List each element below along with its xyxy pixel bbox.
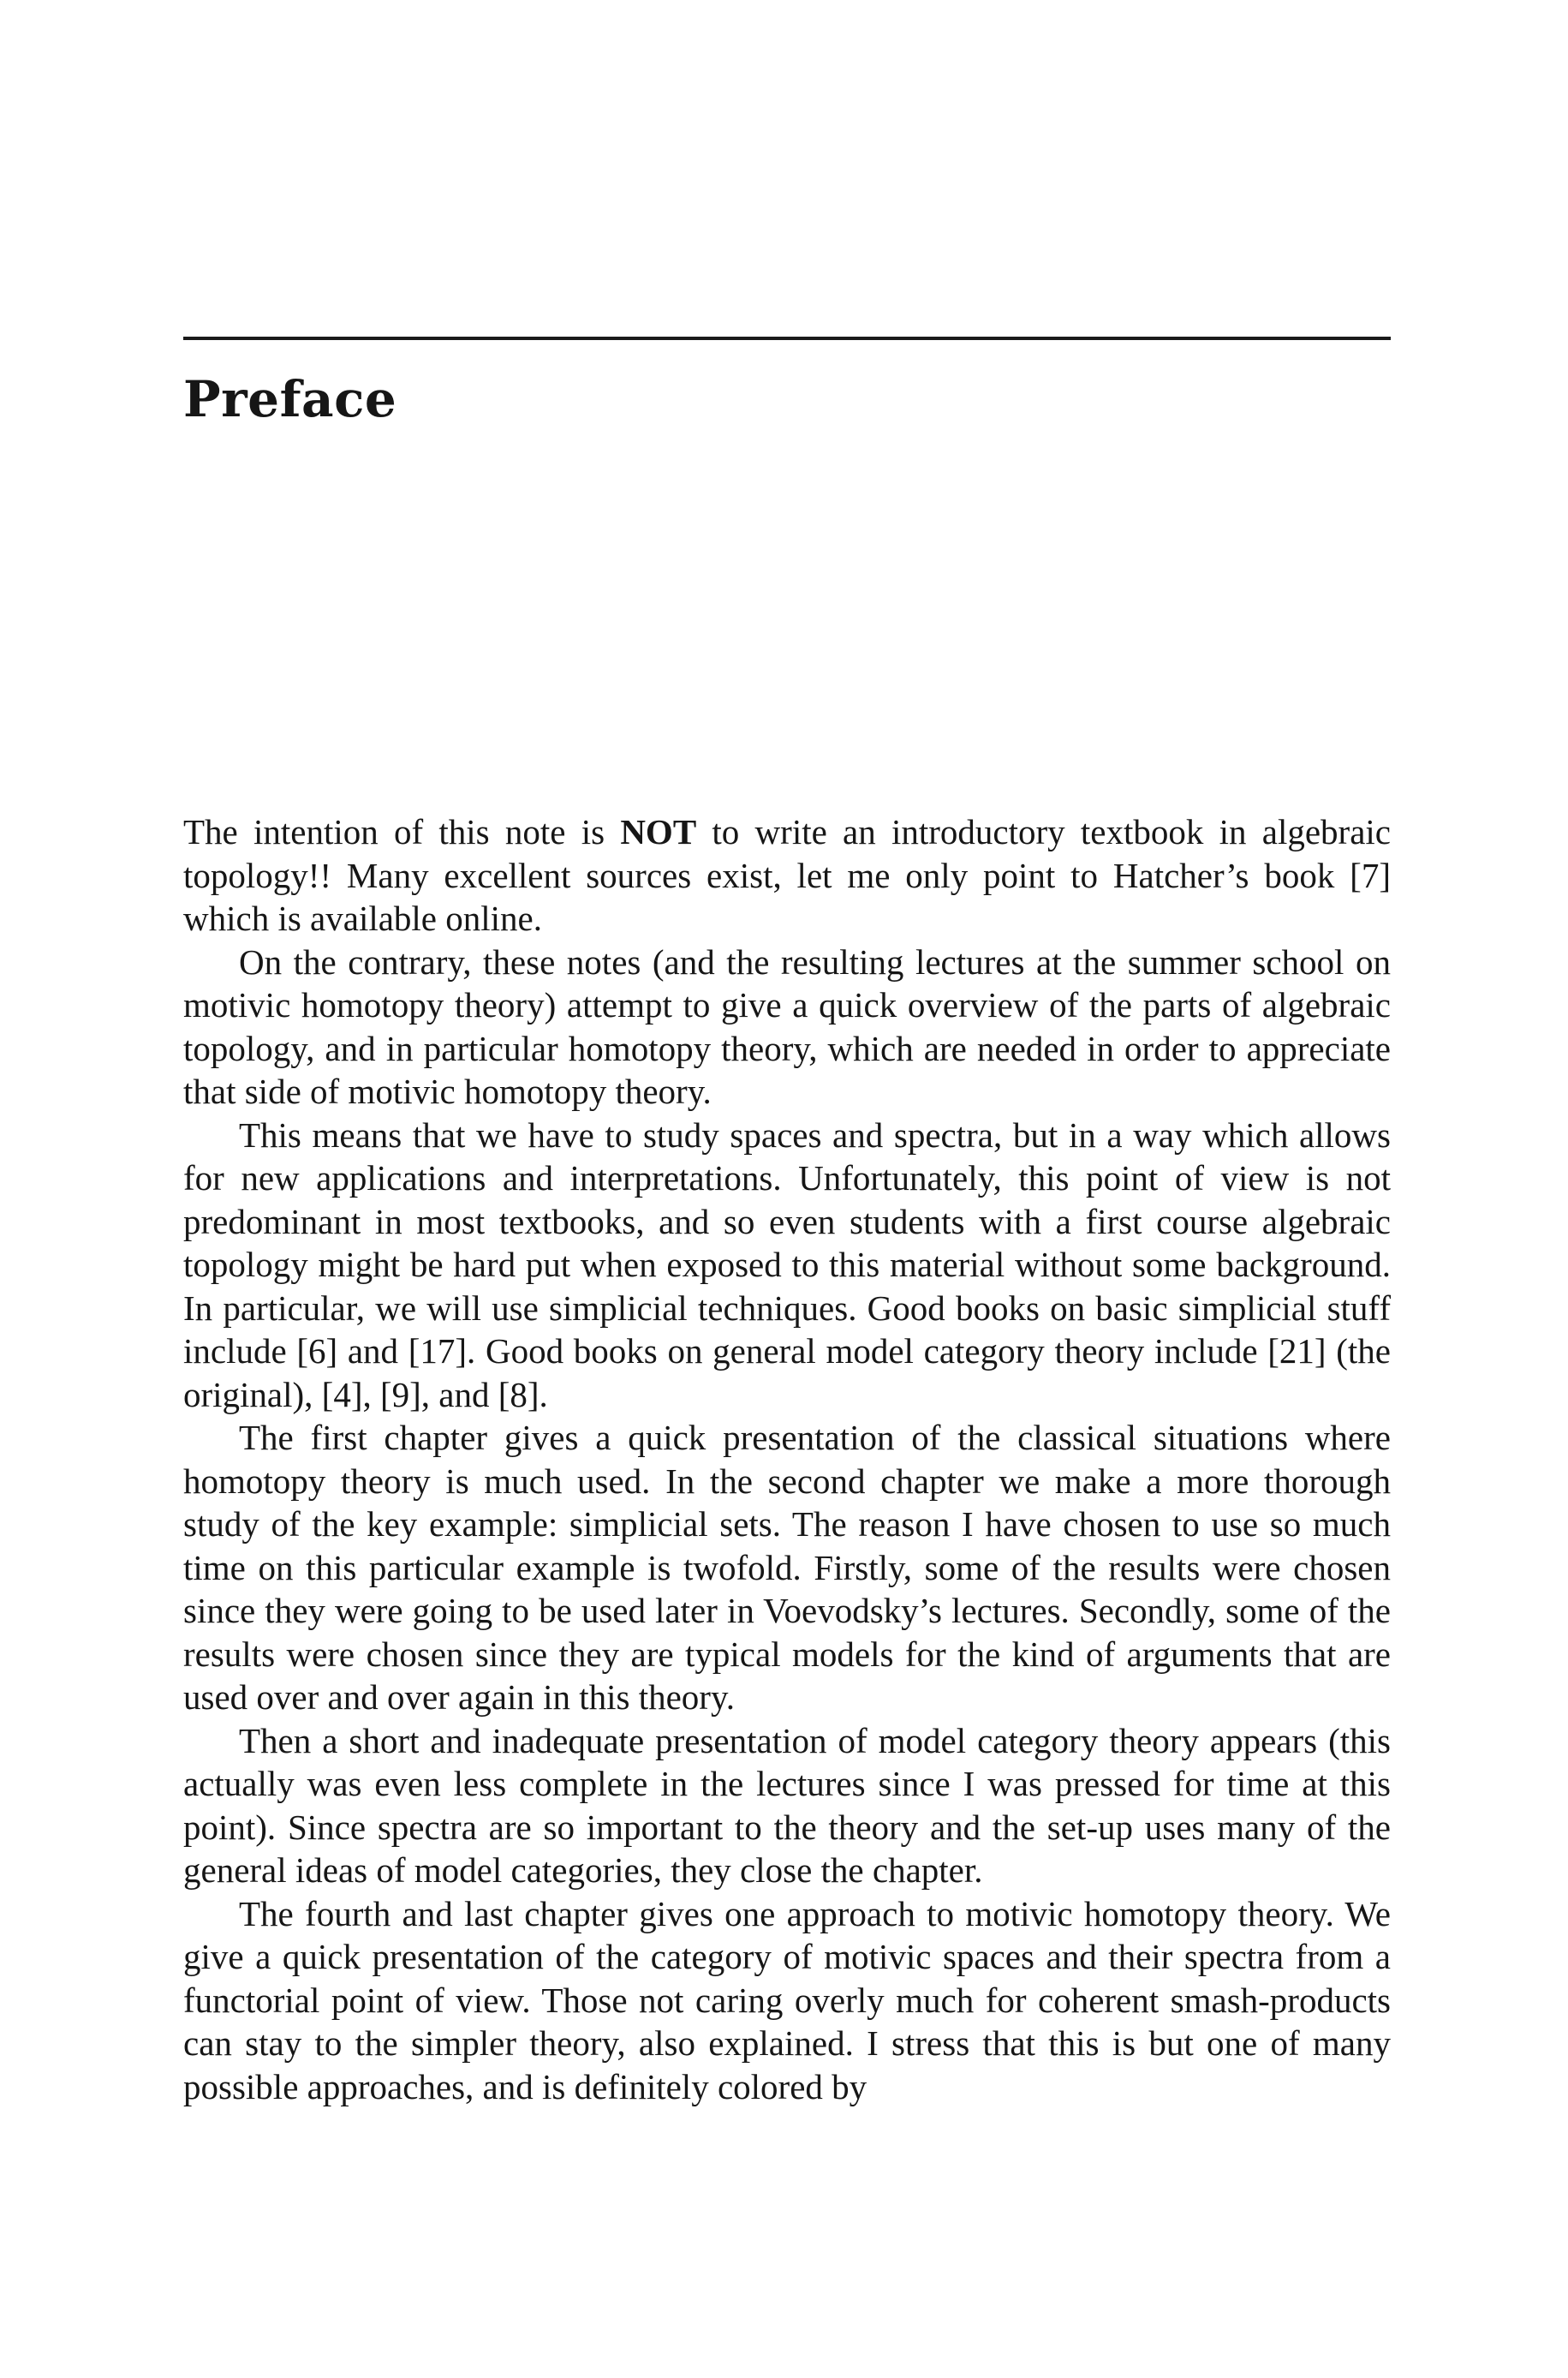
paragraph-5: Then a short and inadequate presentation of model category theory appears (this actually was even less complete in the lectures since I was pressed for time at this point). Since spectra are so important to the theory and the set-up uses many of the general ideas of model categories, they close the chapter. bbox=[183, 1720, 1391, 1890]
emphasis-not: NOT bbox=[620, 812, 697, 851]
paragraph-1-text-end: to write an introductory textbook in algebraic topology!! Many excellent sources exist, let me only point to Hatcher’s book [7] which is available online. bbox=[183, 812, 1391, 938]
paragraph-2: On the contrary, these notes (and the resulting lectures at the summer school on motivic homotopy theory) attempt to give a quick overview of the parts of algebraic topology, and in particular homotopy theory, which are needed in order to appreciate that side of motivic homotopy theory. bbox=[183, 941, 1391, 1111]
preface-body bbox=[183, 810, 1391, 2108]
chapter-title: Preface bbox=[183, 370, 397, 428]
chapter-heading-rule bbox=[183, 337, 1391, 340]
paragraph-6: The fourth and last chapter gives one approach to motivic homotopy theory. We give a quick presentation of the category of motivic spaces and their spectra from a functorial point of view. Those not caring overly much for coherent smash-products can stay to the simpler theory, also explained. I stress that this is but one of many possible approaches, and is definitely colored by bbox=[183, 1893, 1391, 2106]
paragraph-1 bbox=[183, 810, 1391, 941]
paragraph-4: The first chapter gives a quick presentation of the classical situations where homotopy theory is much used. In the second chapter we make a more thorough study of the key example: simplicial sets. The reason I have chosen to use so much time on this particular example is twofold. Firstly, some of the results were chosen since they were going to be used later in Voevodsky’s lectures. Secondly, some of the results were chosen since they are typical models for the kind of arguments that are used over and over again in this theory. bbox=[183, 1418, 1391, 1717]
paragraph-1-text-start: The intention of this note is bbox=[183, 812, 621, 851]
paragraph-3: This means that we have to study spaces and spectra, but in a way which allows for new applications and interpretations. Unfortunately, this point of view is not predominant in most textbooks, and so even students with a first course algebraic topology might be hard put when exposed to this material without some background. In particular, we will use simplicial techniques. Good books on basic simplicial stuff include [6] and [17]. Good books on general model category theory include [21] (the original), [4], [9], and [8]. bbox=[183, 1114, 1391, 1414]
